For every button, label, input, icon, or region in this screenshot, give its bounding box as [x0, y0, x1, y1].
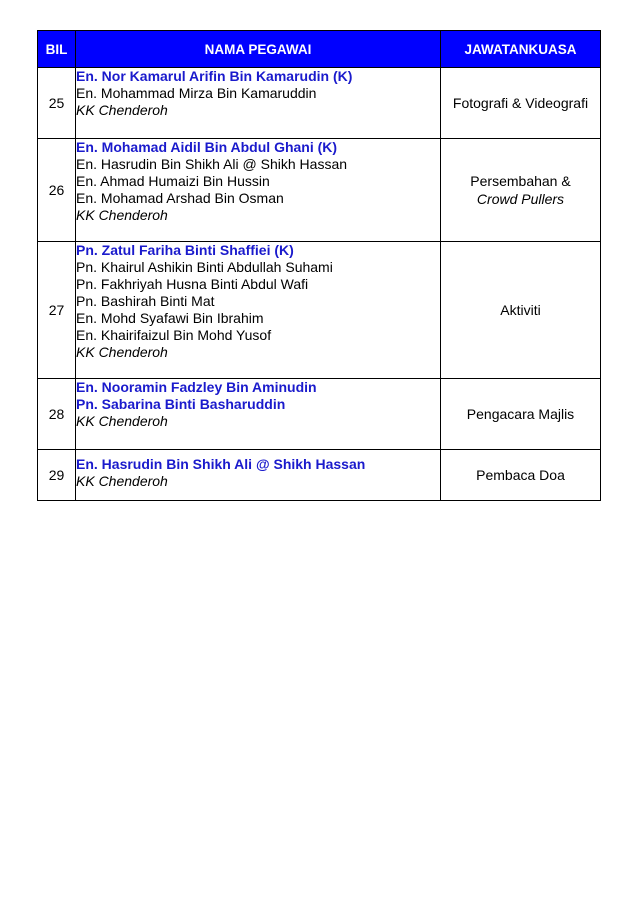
header-bil: BIL	[38, 31, 76, 68]
workplace-name: KK Chenderoh	[76, 102, 168, 118]
table-row	[38, 450, 601, 501]
table-row	[38, 68, 601, 139]
committee-name: Aktiviti	[441, 242, 601, 379]
officer-names	[76, 242, 441, 379]
header-jawatankuasa: JAWATANKUASA	[441, 31, 601, 68]
officer-names	[76, 450, 441, 501]
officer-names	[76, 68, 441, 139]
committee-table	[37, 30, 601, 501]
committee-line-2: Crowd Pullers	[476, 191, 565, 207]
row-number: 26	[38, 139, 76, 242]
officer-name: En. Mohamad Arshad Bin Osman	[76, 190, 284, 206]
table-row	[38, 379, 601, 450]
table-row	[38, 242, 601, 379]
row-number: 25	[38, 68, 76, 139]
committee-name: Pembaca Doa	[441, 450, 601, 501]
lead-officer-name: En. Mohamad Aidil Bin Abdul Ghani (K)	[76, 139, 338, 155]
table-header-row	[38, 31, 601, 68]
header-nama-pegawai: NAMA PEGAWAI	[76, 31, 441, 68]
row-number: 28	[38, 379, 76, 450]
officer-name: En. Khairifaizul Bin Mohd Yusof	[76, 327, 272, 343]
officer-name: En. Mohd Syafawi Bin Ibrahim	[76, 310, 264, 326]
workplace-name: KK Chenderoh	[76, 344, 168, 360]
committee-name: Fotografi & Videografi	[441, 68, 601, 139]
officer-names	[76, 139, 441, 242]
table-row	[38, 139, 601, 242]
workplace-name: KK Chenderoh	[76, 207, 168, 223]
lead-officer-name: En. Hasrudin Bin Shikh Ali @ Shikh Hassan	[76, 456, 366, 472]
lead-officer-name: Pn. Zatul Fariha Binti Shaffiei (K)	[76, 242, 294, 258]
workplace-name: KK Chenderoh	[76, 413, 168, 429]
officer-name: En. Mohammad Mirza Bin Kamaruddin	[76, 85, 317, 101]
lead-officer-name: Pn. Sabarina Binti Basharuddin	[76, 396, 286, 412]
officer-name: Pn. Bashirah Binti Mat	[76, 293, 215, 309]
officer-name: En. Hasrudin Bin Shikh Ali @ Shikh Hassan	[76, 156, 348, 172]
committee-name	[441, 139, 601, 242]
lead-officer-name: En. Nor Kamarul Arifin Bin Kamarudin (K)	[76, 68, 353, 84]
officer-name: En. Ahmad Humaizi Bin Hussin	[76, 173, 270, 189]
row-number: 29	[38, 450, 76, 501]
officer-name: Pn. Khairul Ashikin Binti Abdullah Suhami	[76, 259, 333, 275]
row-number: 27	[38, 242, 76, 379]
officer-name: Pn. Fakhriyah Husna Binti Abdul Wafi	[76, 276, 309, 292]
workplace-name: KK Chenderoh	[76, 473, 168, 489]
committee-name: Pengacara Majlis	[441, 379, 601, 450]
officer-names	[76, 379, 441, 450]
committee-line-1: Persembahan &	[470, 173, 571, 189]
lead-officer-name: En. Nooramin Fadzley Bin Aminudin	[76, 379, 317, 395]
